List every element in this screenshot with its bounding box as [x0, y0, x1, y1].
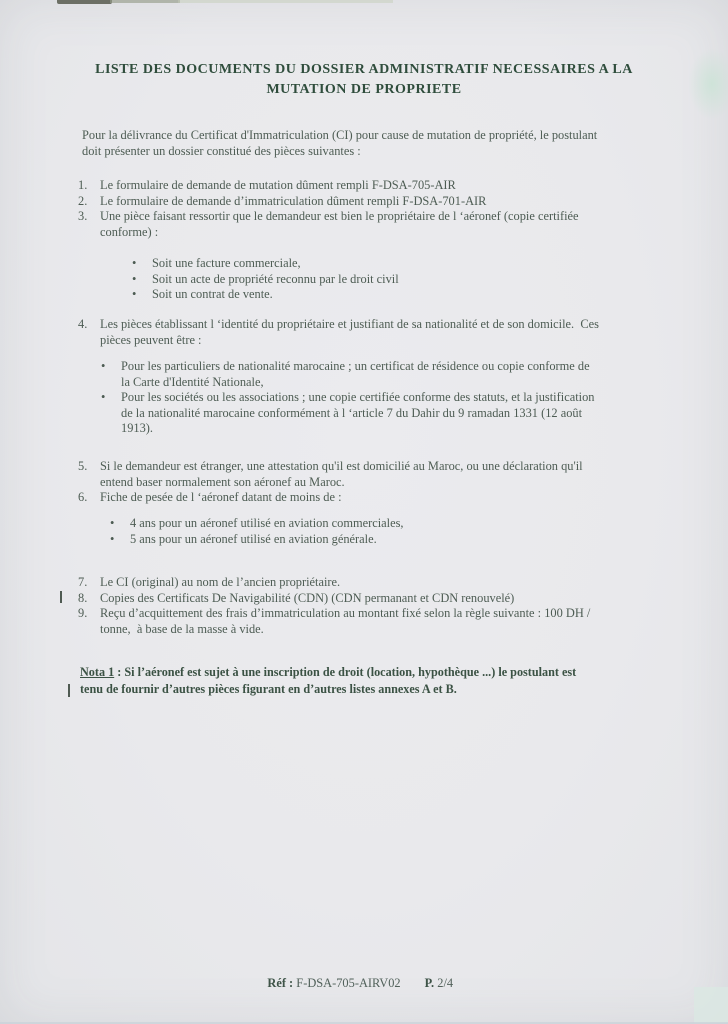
item-number: 7.: [78, 575, 88, 589]
item-text: Une pièce faisant ressortir que le demandeur est bien le propriétaire de l ‘aéronef (copie certifiée: [100, 209, 579, 223]
item-text: Copies des Certificats De Navigabilité (CDN) (CDN permanant et CDN renouvelé): [100, 590, 515, 605]
bullet-icon: •: [110, 531, 115, 546]
item-number: 8.: [78, 590, 88, 605]
list-item-6: [78, 490, 583, 506]
bullet-text: Pour les particuliers de nationalité marocaine ; un certificat de résidence ou copie conforme de: [121, 359, 590, 373]
item-text: Les pièces établissant l ‘identité du propriétaire et justifiant de sa nationalité et de son domicile. Ces: [100, 317, 599, 331]
document-footer: [255, 961, 453, 1006]
intro-paragraph: [82, 128, 597, 159]
bullet-item: [132, 287, 399, 303]
page-number: 2/4: [437, 976, 454, 990]
change-bar-item8: [60, 591, 62, 603]
intro-line: Pour la délivrance du Certificat d'Immatriculation (CI) pour cause de mutation de propriété, le postulant: [82, 128, 598, 142]
bullet-list-item6: [110, 516, 404, 547]
item-text: conforme) :: [100, 224, 159, 239]
bullet-icon: •: [101, 359, 106, 373]
title-line-1: LISTE DES DOCUMENTS DU DOSSIER ADMINISTRATIF NECESSAIRES A LA: [95, 62, 633, 77]
list-item-8: [78, 591, 590, 607]
list-items-1-3: [78, 178, 579, 240]
bullet-text: 5 ans pour un aéronef utilisé en aviation générale.: [130, 531, 377, 546]
bullet-item: [132, 272, 399, 288]
nota-line-1: [80, 664, 680, 681]
nota-line-2: tenu de fournir d’autres pièces figurant en d’autres listes annexes A et B.: [80, 682, 457, 696]
bullet-text: de la nationalité marocaine conformément à l ‘article 7 du Dahir du 9 ramadan 1331 (12 août: [121, 405, 583, 420]
item-number: 2.: [78, 193, 88, 208]
bullet-text: 4 ans pour un aéronef utilisé en aviation commerciales,: [130, 516, 404, 530]
bullet-item: [132, 256, 399, 272]
nota-block: [80, 664, 680, 698]
bullet-icon: •: [132, 256, 137, 270]
scan-artifact-top-faint: [178, 0, 393, 3]
list-item-9: [78, 606, 590, 637]
item-number: 4.: [78, 317, 88, 331]
bullet-item: [101, 359, 594, 390]
bullet-text: Pour les sociétés ou les associations ; une copie certifiée conforme des statuts, et la justification: [121, 390, 595, 404]
document-title: [0, 60, 728, 100]
bullet-text: Soit un contrat de vente.: [152, 287, 273, 301]
bullet-icon: •: [110, 516, 115, 530]
bullet-list-item4: [101, 359, 594, 437]
bullet-text: Soit une facture commerciale,: [152, 256, 301, 270]
list-item-1: [78, 178, 579, 194]
nota-text: : Si l’aéronef est sujet à une inscription de droit (location, hypothèque ...) le postulant est: [114, 665, 577, 679]
item-text: Fiche de pesée de l ‘aéronef datant de moins de :: [100, 490, 342, 504]
item-text: Le CI (original) au nom de l’ancien propriétaire.: [100, 575, 341, 589]
page-label: P.: [424, 976, 438, 990]
bullet-icon: •: [101, 390, 106, 404]
ref-value: F-DSA-705-AIRV02: [296, 976, 401, 990]
item-number: 9.: [78, 606, 88, 620]
bullet-text: Soit un acte de propriété reconnu par le droit civil: [152, 271, 399, 286]
change-bar-nota: [68, 684, 70, 697]
item-number: 3.: [78, 209, 88, 223]
bullet-text: la Carte d'Identité Nationale,: [121, 374, 264, 389]
ref-label: Réf :: [267, 976, 297, 990]
bullet-item: [110, 532, 404, 548]
bullet-list-item3: [132, 256, 399, 303]
bullet-text: 1913).: [121, 421, 154, 435]
item-number: 6.: [78, 490, 88, 504]
item-text: tonne, à base de la masse à vide.: [100, 621, 264, 636]
intro-line: doit présenter un dossier constitué des pièces suivantes :: [82, 143, 361, 158]
scan-artifact-top-mid: [110, 0, 180, 3]
scan-tint-bottom-right: [694, 987, 728, 1023]
list-item-4-row: [78, 317, 599, 348]
nota-label: Nota 1: [80, 665, 115, 679]
item-number: 1.: [78, 178, 88, 192]
bullet-item: [110, 516, 404, 532]
item-text: Le formulaire de demande d’immatriculation dûment rempli F-DSA-701-AIR: [100, 193, 487, 208]
list-item-5: [78, 459, 583, 490]
item-text: Le formulaire de demande de mutation dûment rempli F-DSA-705-AIR: [100, 178, 456, 192]
bullet-icon: •: [132, 271, 137, 286]
item-text: Reçu d’acquittement des frais d’immatriculation au montant fixé selon la règle suivante : 100 DH /: [100, 606, 591, 620]
bullet-icon: •: [132, 287, 137, 301]
item-text: Si le demandeur est étranger, une attestation qu'il est domicilié au Maroc, ou une déclaration qu'il: [100, 459, 583, 473]
list-item-4: [78, 317, 599, 348]
list-item-2: [78, 194, 579, 210]
title-line-2: MUTATION DE PROPRIETE: [266, 82, 462, 97]
list-items-5-6: [78, 459, 583, 506]
list-items-7-9: [78, 575, 590, 637]
scan-artifact-top-dark: [57, 0, 112, 4]
bullet-item: [101, 390, 594, 437]
list-item-3: [78, 209, 579, 240]
item-text: entend baser normalement son aéronef au Maroc.: [100, 474, 345, 489]
item-text: pièces peuvent être :: [100, 332, 202, 347]
item-number: 5.: [78, 459, 88, 473]
list-item-7: [78, 575, 590, 591]
